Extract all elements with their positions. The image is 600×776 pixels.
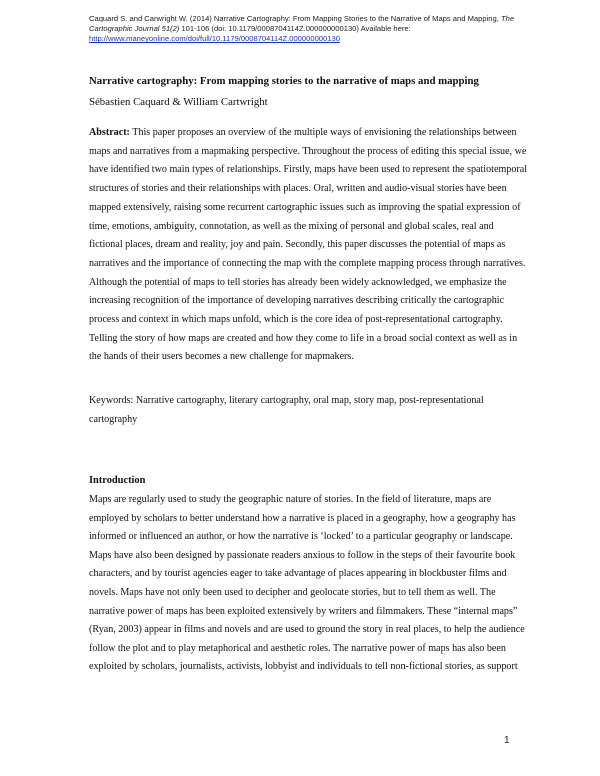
citation-text: Caquard S. and Carwright W. (2014) Narrative Cartography: From Mapping Stories to the Narrative of Maps and Mapping, [89,14,501,23]
article-title: Narrative cartography: From mapping stories to the narrative of maps and mapping [89,75,479,87]
keywords-paragraph: Keywords: Narrative cartography, literary cartography, oral map, story map, post-representational cartography [89,395,484,425]
abstract-text: This paper proposes an overview of the multiple ways of envisioning the relationships between maps and narratives from a mapmaking perspective. Throughout the process of editing this special issue, we have identified two main types of relationships. Firstly, maps have been used to represent the spatiotemporal structures of stories and their relationships with places. Oral, written and audio-visual stories have been mapped extensively, raising some recurrent cartographic issues such as improving the spatial expression of time, emotions, ambiguity, connotation, as well as the mixing of personal and global scales, real and fictional places, dream and reality, joy and pain. Secondly, this paper discusses the potential of maps as narratives and the importance of connecting the map with the complete mapping process through narratives. Although the potential of maps to tell stories has already been widely acknowledged, we emphasize the increasing recognition of the importance of developing narratives describing critically the cartographic process and context in which maps unfold, which is the core idea of post-representational cartography. Telling the story of how maps are created and how they come to life in a broad social context as well as in the hands of their users becomes a new challenge for mapmakers. [89,127,528,363]
page-number: 1 [504,735,510,746]
citation-tail: 101-106 (doi: 10.1179/0008704114Z.000000000130) Available here: [179,24,411,34]
citation-header [89,14,529,45]
journal-name: The Cartographic Journal 51(2) [89,14,515,34]
doi-link[interactable]: http://www.maneyonline.com/doi/full/10.1179/0008704114Z.000000000130 [89,34,340,44]
article-authors: Sébastien Caquard & William Cartwright [89,96,268,108]
introduction-heading: Introduction [89,475,146,486]
abstract-label: Abstract: [89,127,130,138]
introduction-paragraph: Maps are regularly used to study the geographic nature of stories. In the field of literature, maps are employed by scholars to better understand how a narrative is placed in a geography, how a geography has informed or influenced an author, or how the narrative is ‘locked’ to a particular geography or landscape. Maps have also been designed by passionate readers anxious to follow in the steps of their favourite book characters, and by tourist agencies eager to take advantage of places appearing in blockbuster films and novels. Maps have not only been used to decipher and geolocate stories, but to tell them as well. The narrative power of maps has been exploited extensively by writers and filmmakers. These “internal maps” (Ryan, 2003) appear in films and novels and are used to ground the story in real places, to help the audience follow the plot and to play metaphorical and aesthetic roles. The narrative power of maps has also been exploited by scholars, journalists, activists, lobbyist and individuals to tell non-fictional stories, as support [89,494,525,673]
abstract-paragraph [89,124,529,367]
